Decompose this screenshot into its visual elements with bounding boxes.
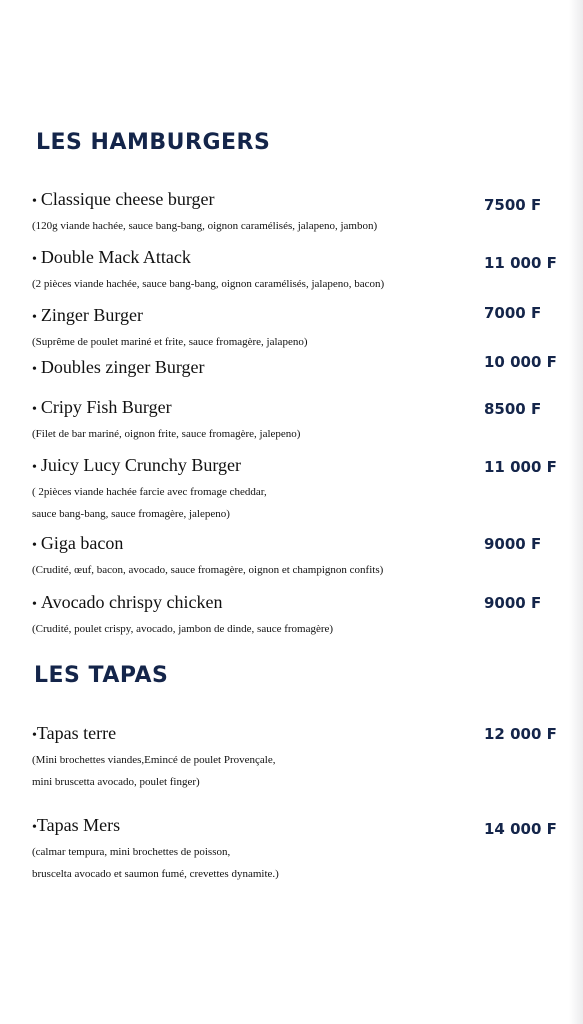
page-edge-shadow bbox=[569, 0, 583, 1024]
item-name bbox=[32, 722, 562, 747]
item-price: 11 000 F bbox=[484, 458, 557, 476]
item-description: (calmar tempura, mini brochettes de poisson, bbox=[32, 846, 231, 858]
bullet-icon: • bbox=[32, 194, 37, 209]
item-name bbox=[32, 188, 562, 213]
menu-item bbox=[32, 188, 562, 237]
bullet-icon: • bbox=[32, 362, 37, 377]
item-name bbox=[32, 591, 562, 616]
item-description: (Mini brochettes viandes,Emincé de poulet Provençale, bbox=[32, 754, 276, 766]
item-price: 14 000 F bbox=[484, 820, 557, 838]
bullet-icon: • bbox=[32, 597, 37, 612]
item-description: (Crudité, œuf, bacon, avocado, sauce fromagère, oignon et champignon confits) bbox=[32, 564, 384, 576]
menu-item bbox=[32, 591, 562, 640]
item-description: (2 pièces viande hachée, sauce bang-bang, oignon caramélisés, jalapeno, bacon) bbox=[32, 278, 385, 290]
item-name bbox=[32, 454, 562, 479]
item-price: 9000 F bbox=[484, 594, 542, 612]
item-name bbox=[32, 304, 562, 329]
item-name-text: Classique cheese burger bbox=[40, 189, 215, 209]
item-name-text: Doubles zinger Burger bbox=[40, 357, 205, 377]
item-name-text: Zinger Burger bbox=[40, 305, 144, 325]
item-price: 11 000 F bbox=[484, 254, 557, 272]
item-price: 7500 F bbox=[484, 196, 542, 214]
item-price: 12 000 F bbox=[484, 725, 557, 743]
item-description-line2: sauce bang-bang, sauce fromagère, jalepeno) bbox=[32, 508, 230, 520]
section-title-hamburgers: LES HAMBURGERS bbox=[36, 130, 271, 155]
item-price: 7000 F bbox=[484, 304, 542, 322]
item-name-text: Tapas terre bbox=[36, 723, 117, 743]
item-name-text: Juicy Lucy Crunchy Burger bbox=[40, 455, 242, 475]
bullet-icon: • bbox=[32, 310, 37, 325]
menu-item bbox=[32, 454, 562, 525]
item-name bbox=[32, 246, 562, 271]
item-description: (Suprême de poulet mariné et frite, sauce fromagère, jalapeno) bbox=[32, 336, 308, 348]
menu-item bbox=[32, 814, 562, 885]
menu-item bbox=[32, 532, 562, 581]
item-name-text: Double Mack Attack bbox=[40, 247, 191, 267]
item-price: 9000 F bbox=[484, 535, 542, 553]
item-name-text: Cripy Fish Burger bbox=[40, 397, 172, 417]
bullet-icon: • bbox=[32, 402, 37, 417]
menu-item bbox=[32, 722, 562, 793]
item-name bbox=[32, 396, 562, 421]
item-description: ( 2pièces viande hachée farcie avec fromage cheddar, bbox=[32, 486, 267, 498]
bullet-icon: • bbox=[32, 460, 37, 475]
bullet-icon: • bbox=[32, 728, 37, 743]
item-description-line2: bruscelta avocado et saumon fumé, crevettes dynamite.) bbox=[32, 868, 279, 880]
item-name bbox=[32, 532, 562, 557]
item-name bbox=[32, 814, 562, 839]
menu-item bbox=[32, 356, 562, 381]
bullet-icon: • bbox=[32, 538, 37, 553]
item-name bbox=[32, 356, 562, 381]
item-price: 8500 F bbox=[484, 400, 542, 418]
menu-item bbox=[32, 246, 562, 295]
item-name-text: Giga bacon bbox=[40, 533, 124, 553]
section-title-tapas: LES TAPAS bbox=[34, 663, 169, 688]
item-description: (Crudité, poulet crispy, avocado, jambon de dinde, sauce fromagère) bbox=[32, 623, 334, 635]
item-description: (Filet de bar mariné, oignon frite, sauce fromagère, jalepeno) bbox=[32, 428, 301, 440]
item-name-text: Avocado chrispy chicken bbox=[40, 592, 223, 612]
item-name-text: Tapas Mers bbox=[36, 815, 121, 835]
menu-item bbox=[32, 396, 562, 445]
item-description: (120g viande hachée, sauce bang-bang, oignon caramélisés, jalapeno, jambon) bbox=[32, 220, 378, 232]
item-description-line2: mini bruscetta avocado, poulet finger) bbox=[32, 776, 200, 788]
bullet-icon: • bbox=[32, 252, 37, 267]
menu-item bbox=[32, 304, 562, 353]
item-price: 10 000 F bbox=[484, 353, 557, 371]
bullet-icon: • bbox=[32, 820, 37, 835]
